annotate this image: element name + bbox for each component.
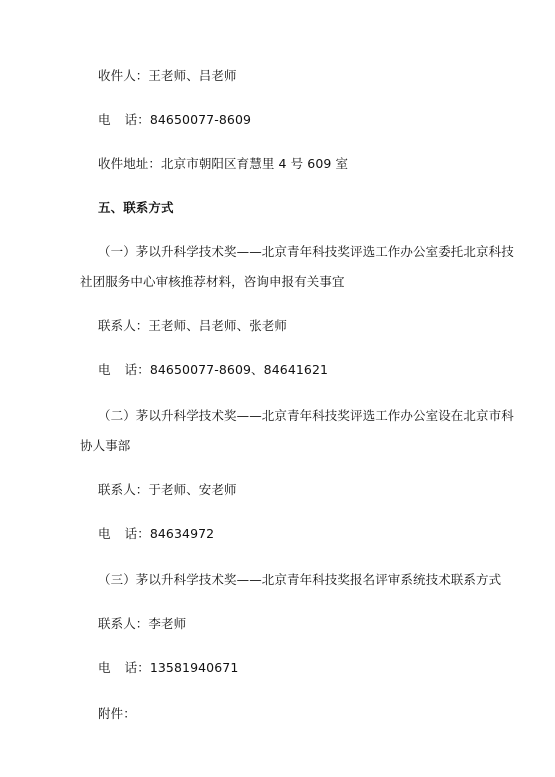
phone-label-char1: 电 (98, 112, 111, 127)
phone-label-char2: 话： (124, 112, 150, 127)
contact2-person-line (98, 482, 237, 498)
contact3-desc-line1: （三）茅以升科学技术奖——北京青年科技奖报名评审系统技术联系方式 (98, 572, 502, 587)
contact3-phone-label-char2: 话： (124, 660, 150, 675)
section-heading: 五、联系方式 (98, 200, 174, 215)
contact2-desc-line1: （二）茅以升科学技术奖——北京青年科技奖评选工作办公室设在北京市科 (98, 408, 514, 423)
phone-value: 84650077-8609 (149, 112, 252, 127)
recipient-label: 收件人： (98, 68, 149, 83)
contact2-person-value: 于老师、安老师 (148, 482, 237, 497)
address-line (98, 156, 348, 172)
contact1-person-label: 联系人： (98, 318, 149, 333)
contact1-desc-line1: （一）茅以升科学技术奖——北京青年科技奖评选工作办公室委托北京科技 (98, 244, 514, 259)
attachment-label: 附件： (98, 706, 136, 721)
contact3-phone-value: 13581940671 (149, 660, 239, 675)
contact1-person-value: 王老师、吕老师、张老师 (148, 318, 288, 333)
recipient-value: 王老师、吕老师 (148, 68, 237, 83)
contact2-phone-label-char2: 话： (124, 526, 150, 541)
contact3-person-value: 李老师 (148, 616, 187, 631)
contact1-phone-label-char2: 话： (124, 362, 150, 377)
phone-line-1 (98, 112, 251, 128)
contact2-phone-line (98, 526, 214, 542)
contact2-desc-line2: 协人事部 (80, 438, 131, 453)
contact3-phone-line (98, 660, 238, 676)
contact1-phone-line (98, 362, 328, 378)
recipient-line (98, 68, 237, 84)
contact3-phone-label-char1: 电 (98, 660, 111, 675)
contact1-person-line (98, 318, 287, 334)
address-label: 收件地址： (98, 156, 162, 171)
contact3-person-line (98, 616, 186, 632)
contact1-desc-line2: 社团服务中心审核推荐材料，咨询申报有关事宜 (80, 274, 345, 289)
contact2-person-label: 联系人： (98, 482, 149, 497)
contact1-phone-value: 84650077-8609、84641621 (149, 362, 329, 377)
contact1-phone-label-char1: 电 (98, 362, 111, 377)
contact3-person-label: 联系人： (98, 616, 149, 631)
contact2-phone-label-char1: 电 (98, 526, 111, 541)
contact2-phone-value: 84634972 (149, 526, 215, 541)
address-value: 北京市朝阳区育慧里 4 号 609 室 (161, 156, 349, 171)
